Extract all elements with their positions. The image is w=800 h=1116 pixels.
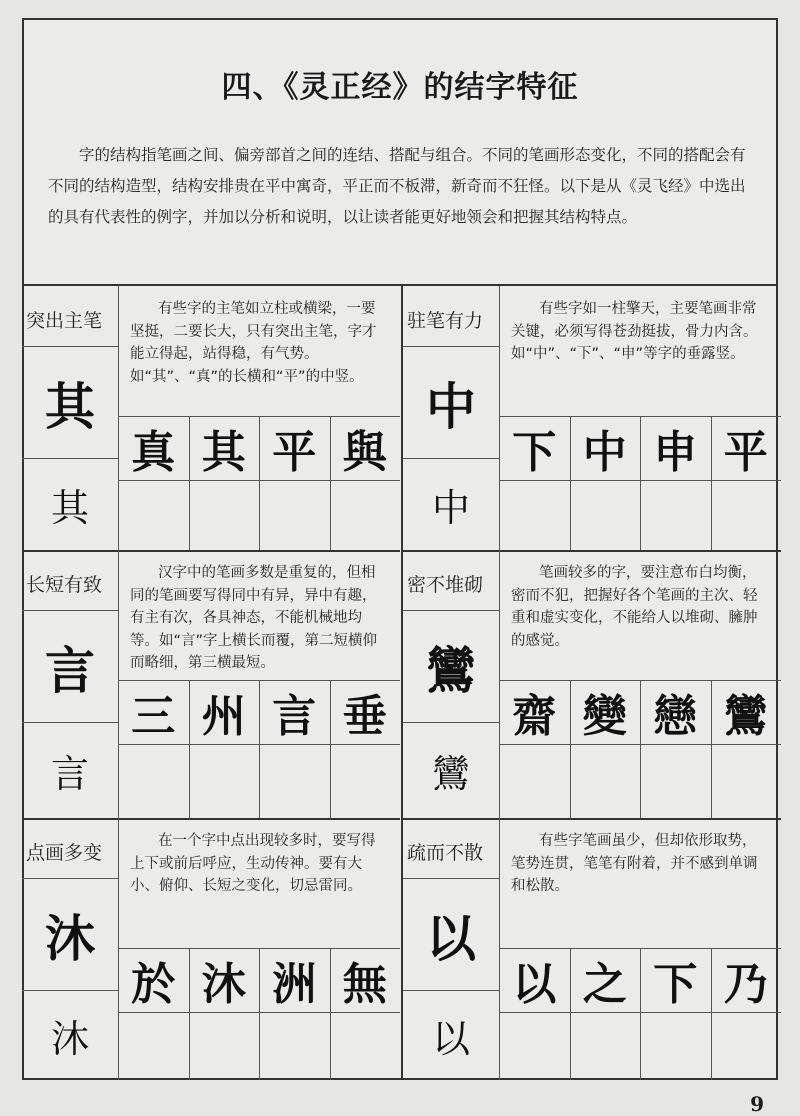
page-title: 四、《灵正经》的结字特征 bbox=[221, 70, 579, 105]
example-character: 真 bbox=[131, 427, 176, 478]
section-description: 在一个字中点出现较多时，要写得上下或前后呼应，生动传神。要有大小、俯仰、长短之变化，切忌雷同。 bbox=[130, 833, 376, 894]
example-character: 申 bbox=[653, 427, 698, 478]
label-cell-line bbox=[403, 346, 499, 347]
example-character: 三 bbox=[131, 691, 176, 742]
section-label: 突出主笔 bbox=[26, 310, 103, 332]
section-description: 汉字中的笔画多数是重复的，但相同的笔画要写得同中有异，异中有趣，有主有次，各具神态，不能机械地均等。如“言”字上横长而覆，第二短横仰而略细，第三横最短。 bbox=[130, 565, 378, 671]
example-character: 之 bbox=[582, 959, 627, 1010]
example-character: 以 bbox=[512, 959, 557, 1010]
section-description: 有些字笔画虽少，但却依形取势，笔势连贯，笔笔有附着，并不感到单调和松散。 bbox=[511, 833, 758, 894]
example-character: 無 bbox=[342, 959, 387, 1010]
row-divider bbox=[22, 818, 400, 820]
example-character: 乃 bbox=[723, 959, 768, 1010]
page-number: 9 bbox=[750, 1092, 764, 1116]
row-divider bbox=[403, 550, 781, 552]
example-character: 鸞 bbox=[723, 691, 768, 742]
label-cell-line bbox=[22, 610, 118, 611]
section-label: 长短有致 bbox=[26, 574, 103, 596]
label-cell-line bbox=[22, 346, 118, 347]
example-character: 垂 bbox=[342, 691, 387, 742]
section-description: 笔画较多的字，要注意布白均衡，密而不犯，把握好各个笔画的主次、轻重和虚实变化，不能给人以堆砌、臃肿的感觉。 bbox=[511, 565, 758, 649]
row-divider bbox=[22, 550, 400, 552]
label-cell-line bbox=[22, 878, 118, 879]
big-char-cell-line bbox=[22, 990, 118, 991]
section-label: 密不堆砌 bbox=[407, 574, 484, 596]
example-character: 沐 bbox=[201, 959, 246, 1010]
example-character: 洲 bbox=[272, 959, 317, 1010]
featured-character: 言 bbox=[45, 641, 95, 700]
featured-character-small: 其 bbox=[50, 485, 89, 530]
featured-character: 鸞 bbox=[426, 641, 476, 700]
label-cell-line bbox=[403, 878, 499, 879]
featured-character-small: 中 bbox=[431, 485, 470, 530]
example-character: 戀 bbox=[653, 691, 698, 742]
featured-character-small: 言 bbox=[50, 751, 89, 796]
featured-character: 沐 bbox=[45, 909, 95, 968]
section-label: 点画多变 bbox=[26, 842, 103, 864]
example-character: 於 bbox=[131, 959, 176, 1010]
example-character: 州 bbox=[201, 691, 246, 742]
example-character: 平 bbox=[723, 427, 768, 478]
example-character: 下 bbox=[512, 427, 557, 478]
featured-character: 其 bbox=[45, 377, 95, 436]
intro-divider bbox=[22, 284, 778, 286]
example-character: 其 bbox=[201, 427, 246, 478]
intro-paragraph: 字的结构指笔画之间、偏旁部首之间的连结、搭配与组合。不同的笔画形态变化，不同的搭配会有不同的结构造型，结构安排贵在平中寓奇，平正而不板滞，新奇而不狂怪。以下是从《灵飞经》中选出的具有代表性的例字，并加以分析和说明，以让读者能更好地领会和把握其结构特点。 bbox=[48, 146, 746, 226]
big-char-cell-line bbox=[403, 722, 499, 723]
section-description: 有些字的主笔如立柱或横梁，一要坚挺，二要长大，只有突出主笔，字才能立得起，站得稳，有气势。如“其”、“真”的长横和“平”的中竖。 bbox=[130, 301, 377, 385]
example-character: 言 bbox=[272, 691, 317, 742]
section-label: 疏而不散 bbox=[407, 842, 484, 864]
big-char-cell-line bbox=[22, 722, 118, 723]
big-char-cell-line bbox=[22, 458, 118, 459]
example-character: 平 bbox=[272, 427, 317, 478]
example-character: 與 bbox=[342, 427, 387, 478]
big-char-cell-line bbox=[403, 458, 499, 459]
section-label: 驻笔有力 bbox=[407, 310, 484, 332]
label-cell-line bbox=[403, 610, 499, 611]
featured-character: 以 bbox=[426, 909, 476, 968]
featured-character-small: 以 bbox=[431, 1016, 470, 1061]
example-character: 齋 bbox=[512, 691, 557, 742]
featured-character-small: 沐 bbox=[50, 1016, 89, 1061]
row-divider bbox=[403, 818, 781, 820]
example-character: 變 bbox=[582, 691, 627, 742]
example-character: 中 bbox=[582, 427, 627, 478]
section-description: 有些字如一柱擎天，主要笔画非常关键，必须写得苍劲挺拔，骨力内含。如“中”、“下”、“申”等字的垂露竖。 bbox=[511, 301, 758, 362]
featured-character: 中 bbox=[426, 377, 476, 436]
example-character: 下 bbox=[653, 959, 698, 1010]
big-char-cell-line bbox=[403, 990, 499, 991]
featured-character-small: 鸞 bbox=[431, 751, 470, 796]
